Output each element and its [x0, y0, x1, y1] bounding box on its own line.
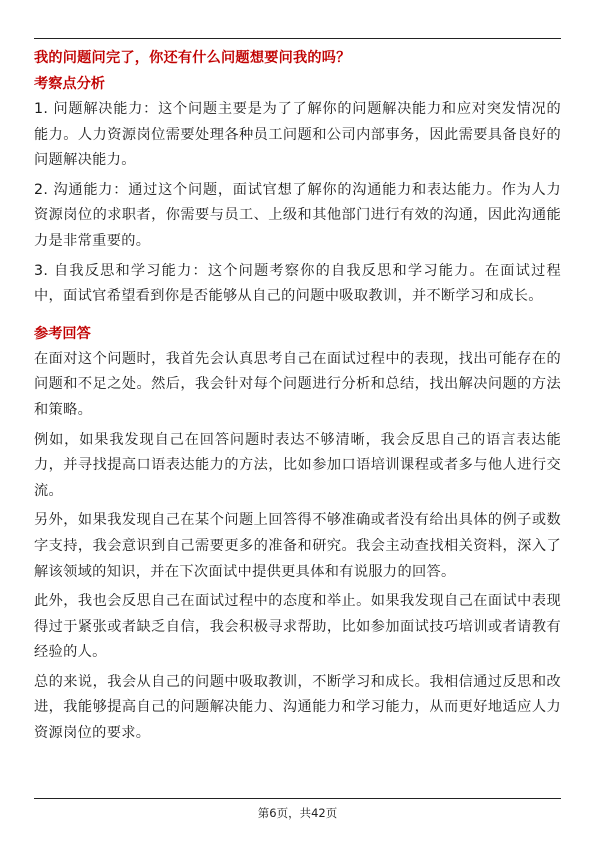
page-number: 第6页，共42页	[257, 806, 338, 820]
header-rule	[34, 38, 561, 39]
reference-paragraph: 在面对这个问题时，我首先会认真思考自己在面试过程中的表现，找出可能存在的问题和不足之处。然后，我会针对每个问题进行分析和总结，找出解决问题的方法和策略。	[34, 350, 561, 418]
footer-rule	[34, 798, 561, 799]
analysis-item: 3. 自我反思和学习能力：这个问题考察你的自我反思和学习能力。在面试过程中，面试官希望看到你是否能够从自己的问题中吸取教训，并不断学习和成长。	[34, 262, 561, 305]
analysis-heading: 考察点分析	[34, 76, 105, 92]
reference-heading: 参考回答	[34, 325, 91, 342]
page-content	[34, 44, 561, 751]
reference-paragraph: 此外，我也会反思自己在面试过程中的态度和举止。如果我发现自己在面试中表现得过于紧张或者缺乏自信，我会积极寻求帮助，比如参加面试技巧培训或者请教有经验的人。	[34, 593, 561, 661]
question-title: 我的问题问完了，你还有什么问题想要问我的吗？	[34, 50, 351, 66]
analysis-item: 2. 沟通能力：通过这个问题，面试官想了解你的沟通能力和表达能力。作为人力资源岗位的求职者，你需要与员工、上级和其他部门进行有效的沟通，因此沟通能力是非常重要的。	[34, 181, 561, 249]
analysis-item: 1. 问题解决能力：这个问题主要是为了了解你的问题解决能力和应对突发情况的能力。人力资源岗位需要处理各种员工问题和公司内部事务，因此需要具备良好的问题解决能力。	[34, 101, 561, 169]
reference-paragraph: 另外，如果我发现自己在某个问题上回答得不够准确或者没有给出具体的例子或数字支持，我会意识到自己需要更多的准备和研究。我会主动查找相关资料，深入了解该领域的知识，并在下次面试中提供更具体和有说服力的回答。	[34, 512, 561, 580]
reference-paragraph: 例如，如果我发现自己在回答问题时表达不够清晰，我会反思自己的语言表达能力，并寻找提高口语表达能力的方法，比如参加口语培训课程或者多与他人进行交流。	[34, 431, 561, 499]
reference-paragraph: 总的来说，我会从自己的问题中吸取教训，不断学习和成长。我相信通过反思和改进，我能够提高自己的问题解决能力、沟通能力和学习能力，从而更好地适应人力资源岗位的要求。	[34, 673, 561, 742]
